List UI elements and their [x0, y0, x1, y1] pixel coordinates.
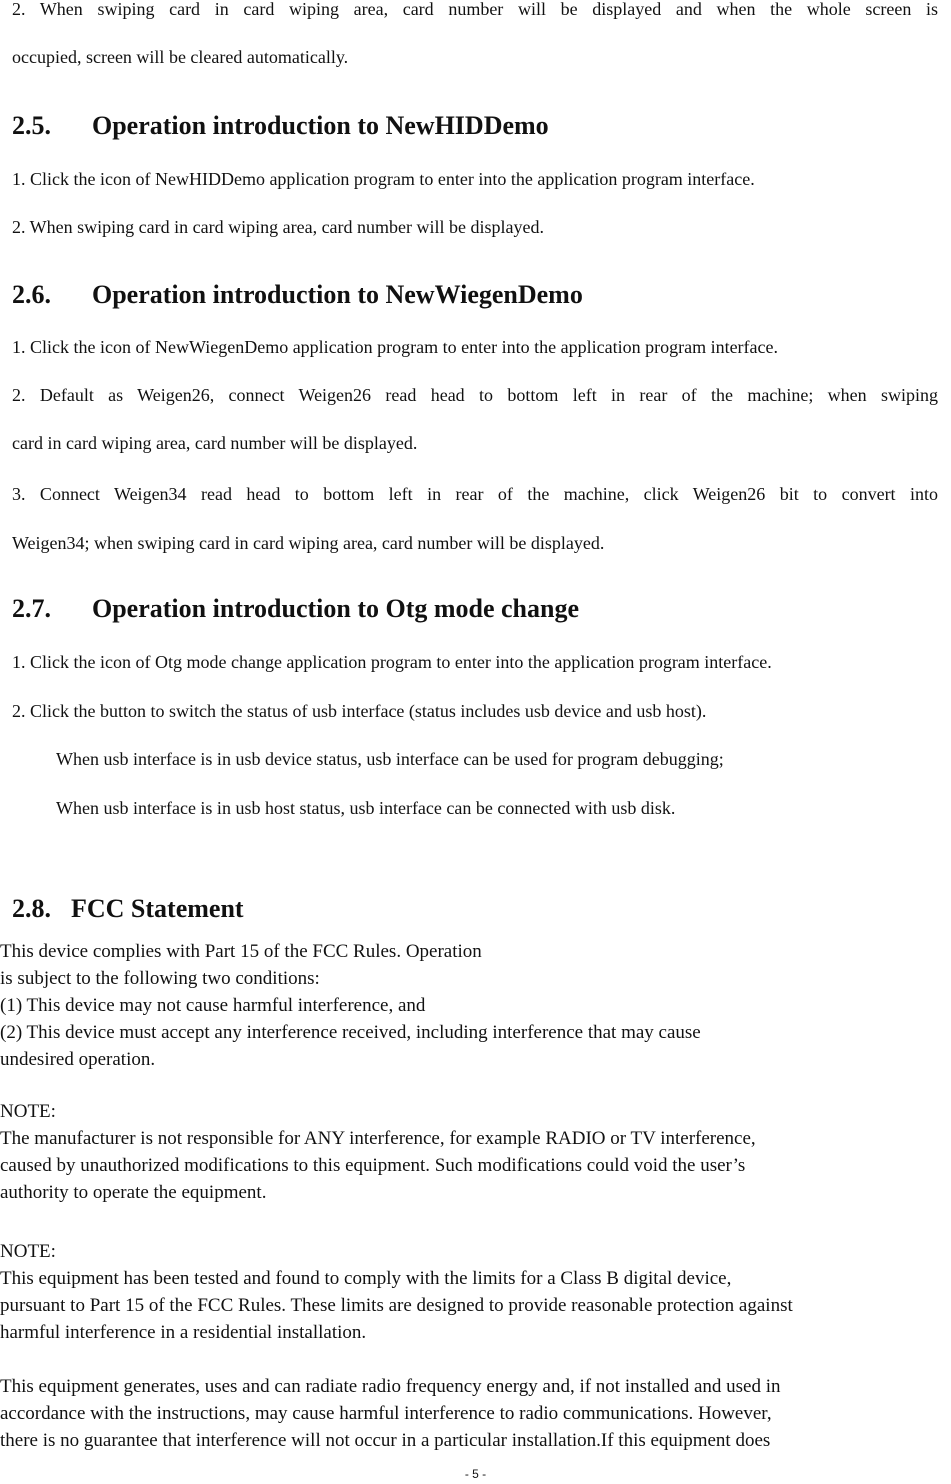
paragraph-line: 2. Default as Weigen26, connect Weigen26 read head to bottom left in rear of the machine; when swiping — [12, 385, 938, 405]
paragraph-line: 3. Connect Weigen34 read head to bottom left in rear of the machine, click Weigen26 bit to convert into — [12, 484, 938, 504]
paragraph-line: 2. When swiping card in card wiping area, card number will be displayed. — [12, 217, 545, 237]
paragraph-line: Weigen34; when swiping card in card wiping area, card number will be displayed. — [12, 533, 605, 553]
section-heading-2-6 — [12, 279, 812, 311]
fcc-line: is subject to the following two conditions: — [0, 968, 320, 989]
section-heading-2-8 — [12, 893, 612, 925]
intro-line: 2. When swiping card in card wiping area, card number will be displayed and when the whole screen is — [12, 0, 938, 19]
fcc-line: accordance with the instructions, may cause harmful interference to radio communications. However, — [0, 1403, 772, 1424]
fcc-line: This device complies with Part 15 of the FCC Rules. Operation — [0, 941, 482, 962]
paragraph-line: 2. Click the button to switch the status of usb interface (status includes usb device and usb host). — [12, 701, 707, 721]
page-number: - 5 - — [464, 1467, 487, 1481]
section-title: Operation introduction to NewWiegenDemo — [92, 280, 583, 309]
section-number: 2.5. — [12, 111, 51, 140]
fcc-line: The manufacturer is not responsible for ANY interference, for example RADIO or TV interference, — [0, 1128, 756, 1149]
intro-line: occupied, screen will be cleared automatically. — [12, 47, 349, 67]
fcc-line: (2) This device must accept any interference received, including interference that may cause — [0, 1022, 701, 1043]
fcc-line: (1) This device may not cause harmful interference, and — [0, 995, 426, 1016]
paragraph-line: When usb interface is in usb host status, usb interface can be connected with usb disk. — [56, 798, 676, 818]
section-number: 2.6. — [12, 280, 51, 309]
section-title: Operation introduction to Otg mode change — [92, 594, 580, 623]
section-heading-2-5 — [12, 110, 812, 142]
paragraph-line: When usb interface is in usb device status, usb interface can be used for program debugging; — [56, 749, 724, 769]
section-heading-2-7 — [12, 593, 812, 625]
fcc-line: authority to operate the equipment. — [0, 1182, 267, 1203]
section-number: 2.7. — [12, 594, 51, 623]
fcc-line: there is no guarantee that interference will not occur in a particular installation.If this equipment does — [0, 1430, 771, 1451]
paragraph-line: 1. Click the icon of NewHIDDemo application program to enter into the application program interface. — [12, 169, 755, 189]
fcc-note-label: NOTE: — [0, 1241, 56, 1262]
fcc-line: caused by unauthorized modifications to this equipment. Such modifications could void the user’s — [0, 1155, 746, 1176]
section-title: FCC Statement — [71, 894, 244, 923]
fcc-line: harmful interference in a residential installation. — [0, 1322, 367, 1343]
paragraph-line: card in card wiping area, card number will be displayed. — [12, 433, 418, 453]
fcc-line: This equipment has been tested and found to comply with the limits for a Class B digital device, — [0, 1268, 732, 1289]
paragraph-line: 1. Click the icon of NewWiegenDemo application program to enter into the application program interface. — [12, 337, 779, 357]
section-number: 2.8. — [12, 894, 51, 923]
fcc-line: pursuant to Part 15 of the FCC Rules. These limits are designed to provide reasonable protection against — [0, 1295, 793, 1316]
fcc-note-label: NOTE: — [0, 1101, 56, 1122]
section-title: Operation introduction to NewHIDDemo — [92, 111, 549, 140]
fcc-line: undesired operation. — [0, 1049, 156, 1070]
fcc-line: This equipment generates, uses and can radiate radio frequency energy and, if not installed and used in — [0, 1376, 781, 1397]
paragraph-line: 1. Click the icon of Otg mode change application program to enter into the application program interface. — [12, 652, 772, 672]
